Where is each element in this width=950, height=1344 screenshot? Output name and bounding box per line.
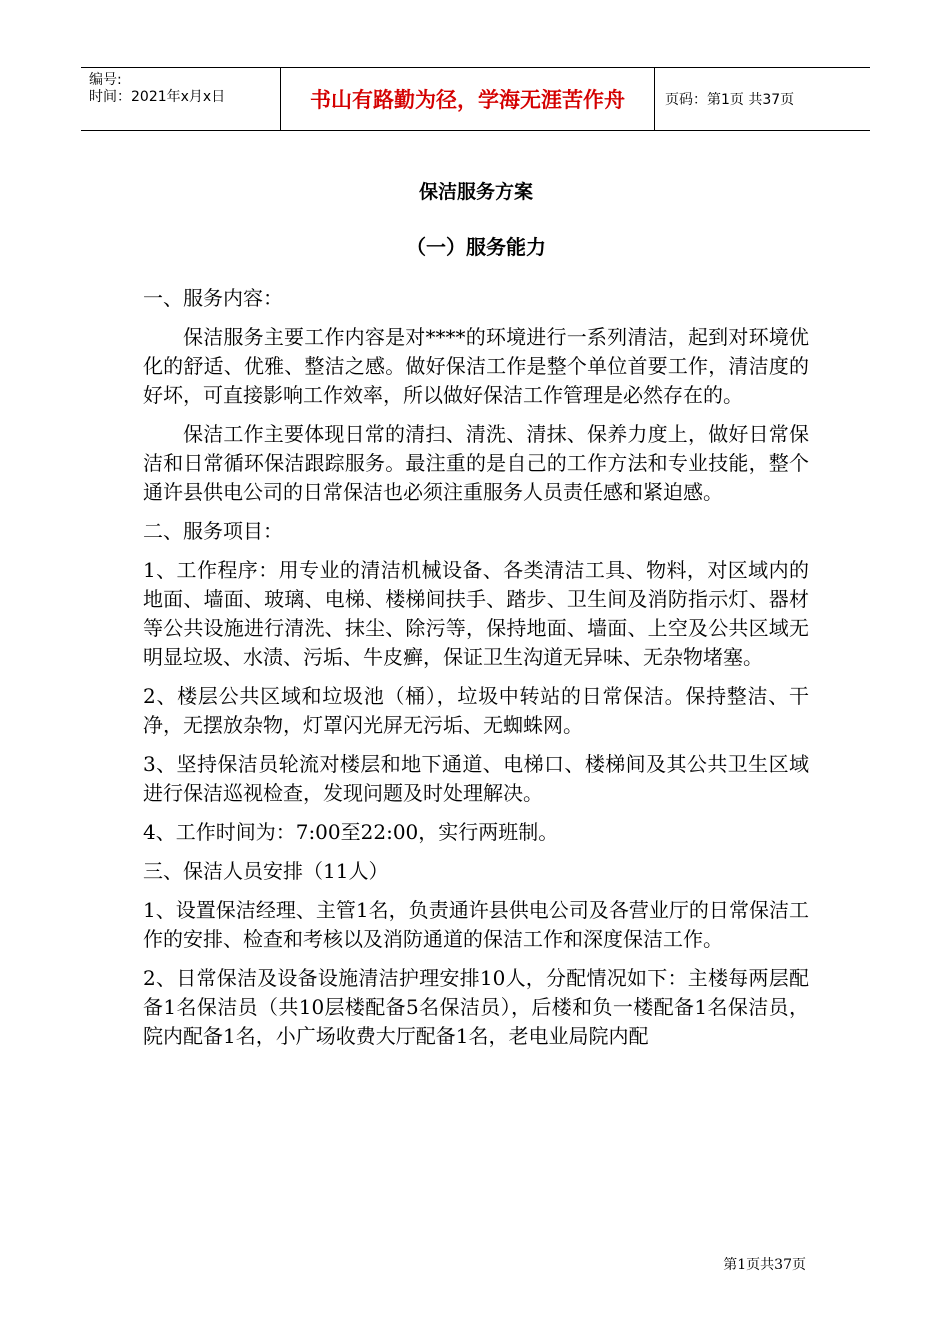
list-item: 1、工作程序：用专业的清洁机械设备、各类清洁工具、物料，对区域内的地面、墙面、玻璃、电梯、楼梯间扶手、踏步、卫生间及消防指示灯、器材等公共设施进行清洗、抹尘、除污等，保持地面、墙面、上空及公共区域无明显垃圾、水渍、污垢、牛皮癣，保证卫生沟道无异味、无杂物堵塞。 <box>143 558 809 669</box>
list-item: 3、坚持保洁员轮流对楼层和地下通道、电梯口、楼梯间及其公共卫生区域进行保洁巡视检查，发现问题及时处理解决。 <box>143 752 809 805</box>
section-subtitle: （一）服务能力 <box>406 235 546 259</box>
section-heading: 一、服务内容： <box>143 286 283 310</box>
list-item: 2、楼层公共区域和垃圾池（桶），垃圾中转站的日常保洁。保持整洁、干净，无摆放杂物，灯罩闪光屏无污垢、无蜘蛛网。 <box>143 684 809 737</box>
header-motto: 书山有路勤为径，学海无涯苦作舟 <box>281 68 655 130</box>
section-heading: 三、保洁人员安排（11人） <box>143 859 389 883</box>
list-item: 4、工作时间为：7:00至22:00，实行两班制。 <box>143 820 559 844</box>
list-item: 2、日常保洁及设备设施清洁护理安排10人，分配情况如下：主楼每两层配备1名保洁员（共10层楼配备5名保洁员），后楼和负一楼配备1名保洁员，院内配备1名，小广场收费大厅配备1名，老电业局院内配 <box>143 966 809 1048</box>
document-title: 保洁服务方案 <box>418 181 533 203</box>
page-footer: 第1页共37页 <box>723 1257 806 1273</box>
section-heading: 二、服务项目： <box>143 519 283 543</box>
header-page-info: 页码：第1页 共37页 <box>665 92 795 108</box>
header-table <box>81 67 870 131</box>
header-meta <box>81 68 281 130</box>
paragraph: 保洁工作主要体现日常的清扫、清洗、清抹、保养力度上，做好日常保洁和日常循环保洁跟踪服务。最注重的是自己的工作方法和专业技能，整个通许县供电公司的日常保洁也必须注重服务人员责任感和紧迫感。 <box>143 422 809 504</box>
document-body <box>143 170 809 1061</box>
paragraph: 保洁服务主要工作内容是对****的环境进行一系列清洁，起到对环境优化的舒适、优雅、整洁之感。做好保洁工作是整个单位首要工作，清洁度的好坏，可直接影响工作效率，所以做好保洁工作管理是必然存在的。 <box>143 325 809 407</box>
time-label: 时间：2021年x月x日 <box>89 89 226 105</box>
number-label: 编号: <box>89 72 122 88</box>
list-item: 1、设置保洁经理、主管1名，负责通许县供电公司及各营业厅的日常保洁工作的安排、检查和考核以及消防通道的保洁工作和深度保洁工作。 <box>143 898 809 951</box>
